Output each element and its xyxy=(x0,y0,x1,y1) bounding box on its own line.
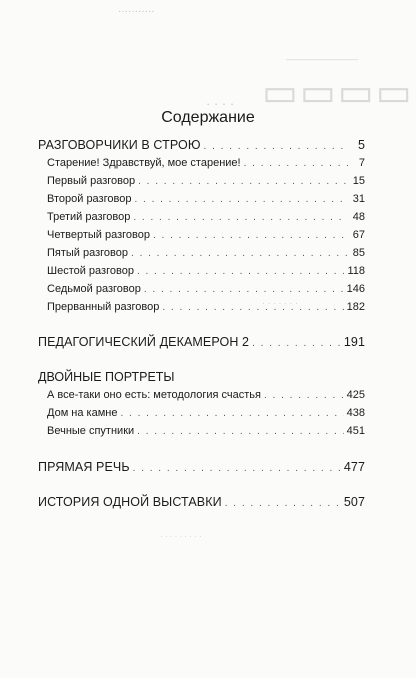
toc-page-number: 451 xyxy=(346,425,365,437)
toc-section-title[interactable]: ДВОЙНЫЕ ПОРТРЕТЫ xyxy=(38,370,175,384)
toc-page-number: 438 xyxy=(346,407,365,419)
toc-page-number: 31 xyxy=(352,193,365,205)
toc-entry[interactable] xyxy=(47,298,365,317)
toc-page-number: 118 xyxy=(347,265,365,277)
dot-leader xyxy=(153,227,348,245)
dot-leader xyxy=(137,263,345,281)
bleed-through-text: ▭▭▭▭ xyxy=(262,72,414,114)
bleed-through-text: ··········· xyxy=(118,6,155,17)
toc-section-title: ПРЯМАЯ РЕЧЬ xyxy=(38,460,130,474)
dot-leader xyxy=(133,460,341,478)
toc-page-number: 146 xyxy=(346,283,365,295)
toc-entry-title: А все-таки оно есть: методология счастья xyxy=(47,389,261,401)
toc-entry-title: Дом на камне xyxy=(47,407,118,419)
toc-section-title: РАЗГОВОРЧИКИ В СТРОЮ xyxy=(38,138,201,152)
toc-section[interactable] xyxy=(38,493,365,513)
bleed-through-text: · · · · xyxy=(206,96,235,111)
dot-leader xyxy=(252,335,341,353)
toc-entry[interactable] xyxy=(47,172,365,191)
toc-page-number: 85 xyxy=(352,247,365,259)
toc-page-number: 48 xyxy=(352,211,365,223)
dot-leader xyxy=(134,191,348,209)
toc-entry-title: Седьмой разговор xyxy=(47,283,141,295)
toc-entry-title: Второй разговор xyxy=(47,193,132,205)
toc-entry-title: Вечные спутники xyxy=(47,425,135,437)
bleed-through-text: · · · · · · · xyxy=(262,298,298,308)
toc-entry[interactable] xyxy=(47,244,365,263)
toc-entry[interactable] xyxy=(47,208,365,227)
dot-leader xyxy=(225,495,341,513)
toc-entry-title: Старение! Здравствуй, мое старение! xyxy=(47,157,241,169)
toc-entry[interactable] xyxy=(47,190,365,209)
dot-leader xyxy=(264,387,344,405)
toc-entry[interactable] xyxy=(47,280,365,299)
toc-entry[interactable] xyxy=(47,262,365,281)
toc-entry[interactable] xyxy=(47,404,365,423)
toc-section[interactable] xyxy=(38,458,365,478)
page-title: Содержание xyxy=(161,109,255,126)
toc-page-number: 425 xyxy=(346,389,365,401)
toc-section-title: ПЕДАГОГИЧЕСКИЙ ДЕКАМЕРОН 2 xyxy=(38,335,250,349)
dot-leader xyxy=(244,155,348,173)
toc-page-number: 67 xyxy=(352,229,365,241)
toc-entry[interactable] xyxy=(47,226,365,245)
toc-page-number: 15 xyxy=(352,175,365,187)
bleed-through-text: ———————— xyxy=(286,54,358,64)
toc-page-number: 182 xyxy=(346,301,365,313)
dot-leader xyxy=(162,299,343,317)
toc-entry-title: Шестой разговор xyxy=(47,265,134,277)
dot-leader xyxy=(138,173,348,191)
toc-page-number: 5 xyxy=(357,138,365,152)
dot-leader xyxy=(131,245,348,263)
toc-section[interactable] xyxy=(38,136,365,156)
toc-entry-title: Первый разговор xyxy=(47,175,136,187)
dot-leader xyxy=(121,405,344,423)
toc-page-number: 191 xyxy=(343,335,365,349)
toc-section[interactable] xyxy=(38,333,365,353)
bleed-through-text: · · · · · · · · · xyxy=(160,532,202,541)
toc-page-number: 7 xyxy=(358,157,365,169)
dot-leader xyxy=(144,281,344,299)
toc-entry[interactable] xyxy=(47,154,365,173)
toc-page-number: 507 xyxy=(343,495,365,509)
toc-entry-title: Прерванный разговор xyxy=(47,301,160,313)
toc-entry-title: Четвертый разговор xyxy=(47,229,150,241)
dot-leader xyxy=(137,423,343,441)
toc-entry-title: Пятый разговор xyxy=(47,247,129,259)
dot-leader xyxy=(133,209,348,227)
toc-section-title: ИСТОРИЯ ОДНОЙ ВЫСТАВКИ xyxy=(38,495,222,509)
toc-entry[interactable] xyxy=(47,386,365,405)
toc-entry-title: Третий разговор xyxy=(47,211,131,223)
toc-entry[interactable] xyxy=(47,422,365,441)
toc-page-number: 477 xyxy=(343,460,365,474)
